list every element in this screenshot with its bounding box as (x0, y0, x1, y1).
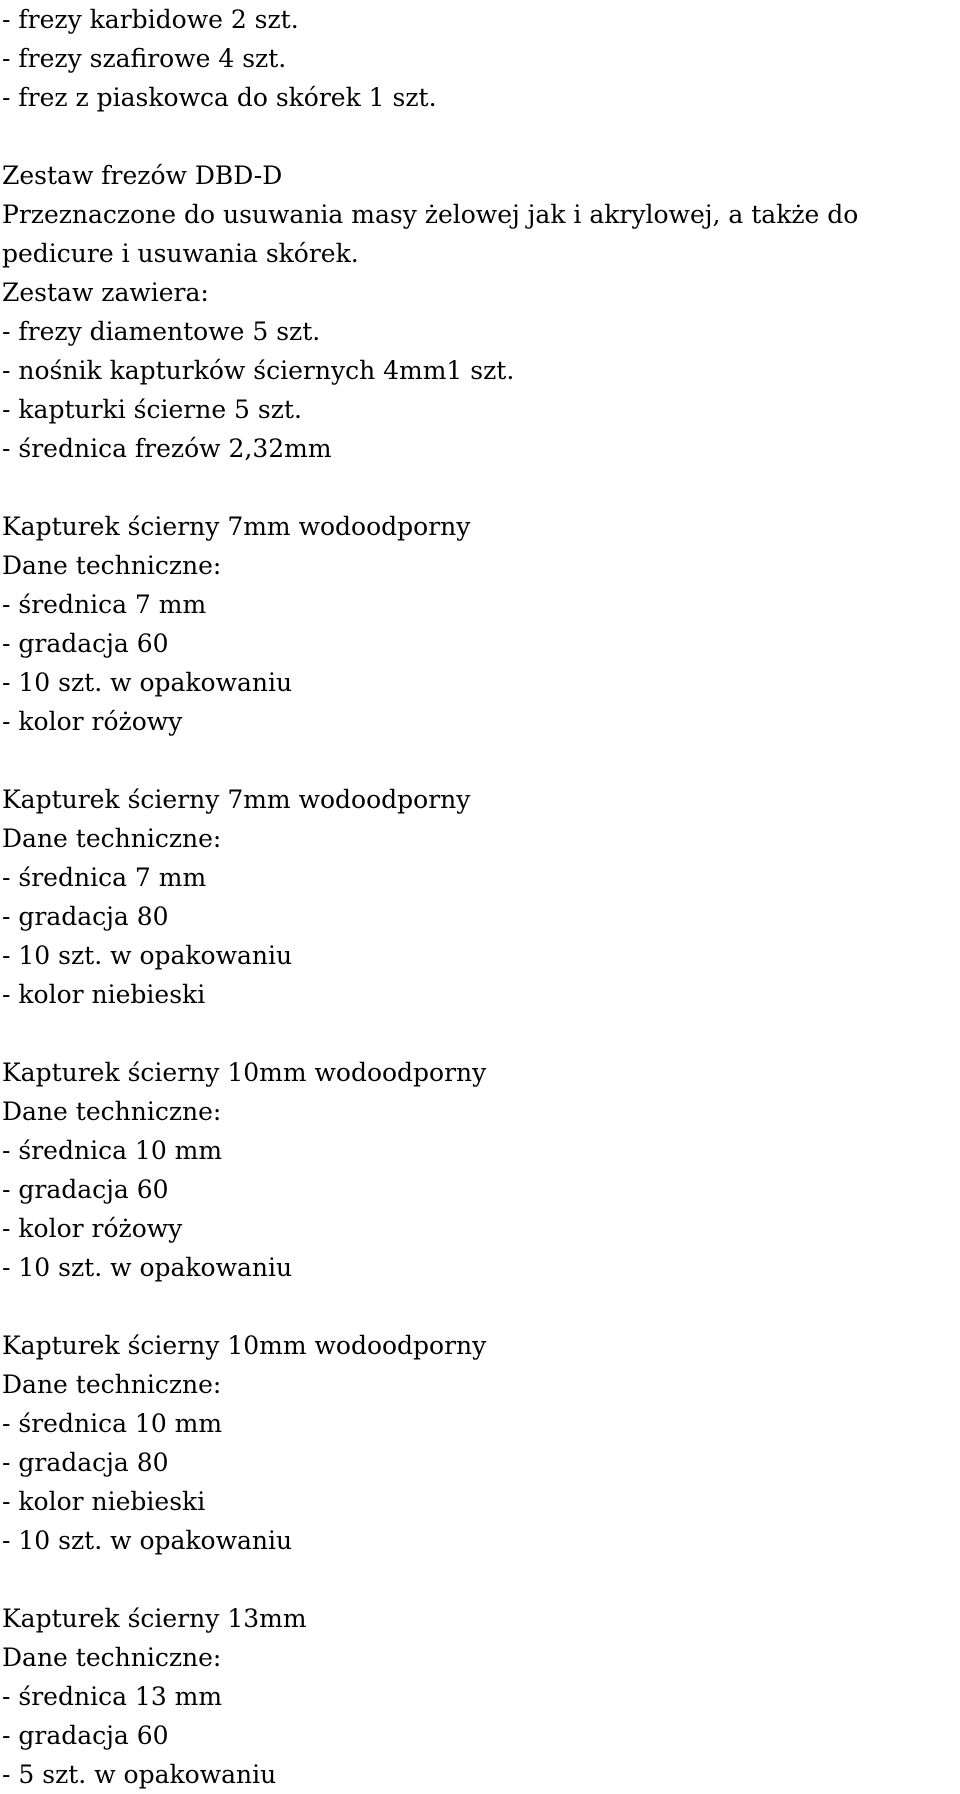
list-item: - kapturki ścierne 5 szt. (2, 395, 302, 424)
spec-label: Dane techniczne: (2, 824, 222, 853)
intro-list (2, 0, 952, 117)
spec-label: Dane techniczne: (2, 1097, 222, 1126)
list-item: - 5 szt. w opakowaniu (2, 1760, 277, 1789)
set-dbd-section (2, 156, 952, 468)
list-item: - średnica 13 mm (2, 1682, 223, 1711)
product-section (2, 1326, 952, 1560)
spacer (2, 1287, 952, 1326)
list-item: - frez z piaskowca do skórek 1 szt. (2, 83, 437, 112)
section-title: Zestaw frezów DBD-D (2, 161, 283, 190)
product-section (2, 780, 952, 1014)
product-title: Kapturek ścierny 10mm wodoodporny (2, 1058, 487, 1087)
list-item: - kolor niebieski (2, 980, 206, 1009)
spec-label: Dane techniczne: (2, 1643, 222, 1672)
list-item: - kolor różowy (2, 707, 183, 736)
product-section (2, 507, 952, 741)
list-item: - średnica 10 mm (2, 1409, 223, 1438)
list-item: - gradacja 60 (2, 1175, 169, 1204)
list-item: - gradacja 60 (2, 1721, 169, 1750)
list-item: - frezy karbidowe 2 szt. (2, 5, 299, 34)
list-item: - kolor różowy (2, 1214, 183, 1243)
product-title: Kapturek ścierny 10mm wodoodporny (2, 1331, 487, 1360)
list-item: - frezy szafirowe 4 szt. (2, 44, 287, 73)
list-item: - średnica 10 mm (2, 1136, 223, 1165)
list-item: - średnica 7 mm (2, 590, 207, 619)
list-item: - 10 szt. w opakowaniu (2, 668, 293, 697)
spec-label: Dane techniczne: (2, 1370, 222, 1399)
list-item: - gradacja 80 (2, 902, 169, 931)
spacer (2, 1014, 952, 1053)
spacer (2, 117, 952, 156)
contents-label: Zestaw zawiera: (2, 278, 209, 307)
product-title: Kapturek ścierny 7mm wodoodporny (2, 785, 471, 814)
list-item: - gradacja 80 (2, 1448, 169, 1477)
list-item: - 10 szt. w opakowaniu (2, 941, 293, 970)
product-title: Kapturek ścierny 13mm (2, 1604, 307, 1633)
document-body (2, 0, 952, 1794)
product-section (2, 1053, 952, 1287)
list-item: - kolor niebieski (2, 1487, 206, 1516)
list-item: - średnica 7 mm (2, 863, 207, 892)
section-description: Przeznaczone do usuwania masy żelowej jak i akrylowej, a także do pedicure i usuwania skórek. (2, 200, 859, 268)
list-item: - nośnik kapturków ściernych 4mm1 szt. (2, 356, 515, 385)
product-title: Kapturek ścierny 7mm wodoodporny (2, 512, 471, 541)
list-item: - 10 szt. w opakowaniu (2, 1253, 293, 1282)
product-section (2, 1599, 952, 1794)
spacer (2, 468, 952, 507)
list-item: - gradacja 60 (2, 629, 169, 658)
spec-label: Dane techniczne: (2, 551, 222, 580)
spacer (2, 1560, 952, 1599)
list-item: - średnica frezów 2,32mm (2, 434, 332, 463)
spacer (2, 741, 952, 780)
list-item: - 10 szt. w opakowaniu (2, 1526, 293, 1555)
list-item: - frezy diamentowe 5 szt. (2, 317, 321, 346)
